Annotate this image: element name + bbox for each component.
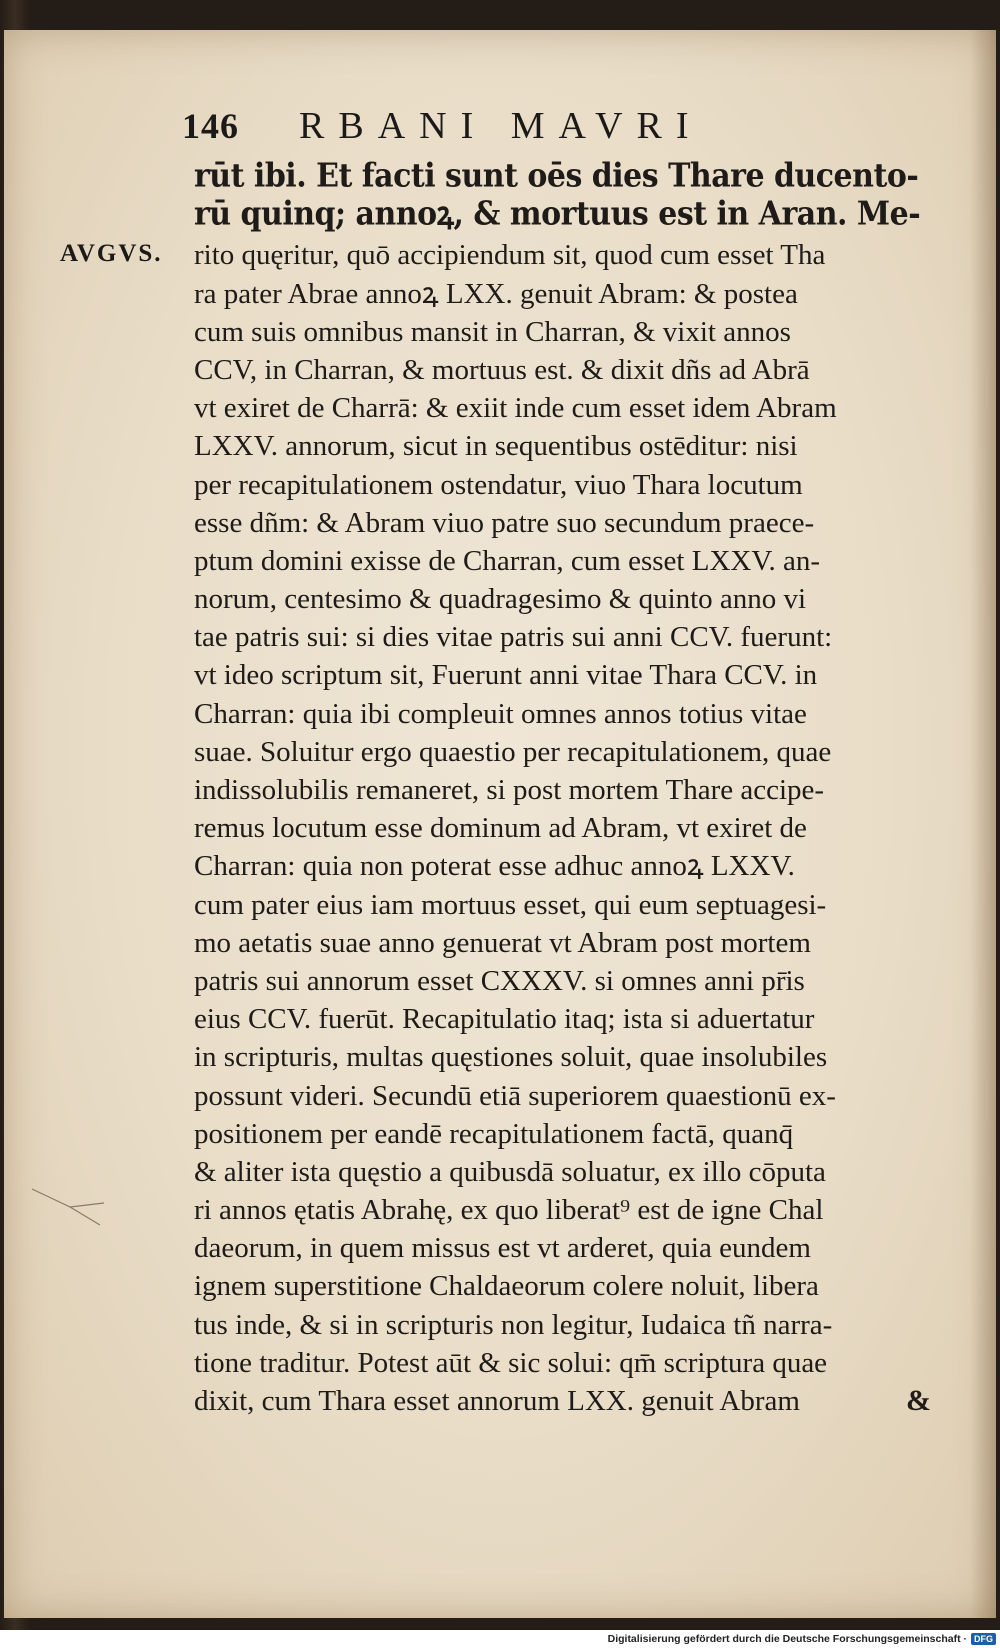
text-line: esse dñm: & Abram viuo patre suo secundum praece- xyxy=(194,506,815,539)
text-line: tione traditur. Potest aūt & sic solui: qm̄ scriptura quae xyxy=(194,1346,828,1379)
running-head xyxy=(182,104,802,154)
dfg-logo: DFG xyxy=(971,1633,996,1645)
text-line: ra pater Abrae annoꝝ LXX. genuit Abram: & postea xyxy=(194,277,798,310)
main-text-block xyxy=(194,158,924,1420)
text-line: CCV, in Charran, & mortuus est. & dixit dñs ad Abrā xyxy=(194,353,810,386)
text-line: tae patris sui: si dies vitae patris sui anni CCV. fuerunt: xyxy=(194,621,833,654)
text-line: mo aetatis suae anno genuerat vt Abram post mortem xyxy=(194,926,811,959)
funding-note: Digitalisierung gefördert durch die Deutsche Forschungsgemeinschaft · xyxy=(607,1633,967,1645)
text-line: dixit, cum Thara esset annorum LXX. genuit Abram xyxy=(194,1385,800,1417)
text-line: in scripturis, multas quęstiones soluit, quae insolubiles xyxy=(194,1041,828,1074)
text-line: possunt videri. Secundū etiā superiorem quaestionū ex- xyxy=(194,1079,836,1112)
running-title: RBANI MAVRI xyxy=(299,105,703,147)
text-line: daeorum, in quem missus est vt arderet, quia eundem xyxy=(194,1232,811,1265)
text-line: positionem per eandē recapitulationem factā, quanq̄ xyxy=(194,1117,794,1150)
text-line: remus locutum esse dominum ad Abram, vt exiret de xyxy=(194,812,807,845)
catchword: & xyxy=(906,1384,931,1417)
text-line: norum, centesimo & quadragesimo & quinto anno vi xyxy=(194,583,807,616)
text-line: ptum domini exisse de Charran, cum esset LXXV. an- xyxy=(194,544,821,577)
text-line: vt exiret de Charrā: & exiit inde cum esset idem Abram xyxy=(194,392,837,425)
text-line: cum pater eius iam mortuus esset, qui eum septuagesi- xyxy=(194,888,827,921)
margin-scratch-mark xyxy=(30,1185,105,1230)
text-line: cum suis omnibus mansit in Charran, & vixit annos xyxy=(194,315,791,348)
text-line: eius CCV. fuerūt. Recapitulatio itaq; ista si aduertatur xyxy=(194,1003,815,1036)
text-line: ri annos ętatis Abrahę, ex quo liberat⁹ est de igne Chal xyxy=(194,1194,824,1227)
footer-bar xyxy=(0,1630,1000,1648)
margin-note: AVGVS. xyxy=(60,240,163,267)
text-line: rito quęritur, quō accipiendum sit, quod cum esset Tha xyxy=(194,239,826,272)
text-line: patris sui annorum esset CXXXV. si omnes anni pr̄is xyxy=(194,964,805,997)
text-line: vt ideo scriptum sit, Fuerunt anni vitae Thara CCV. in xyxy=(194,659,818,692)
text-line: rū quinq; annoꝝ, & mortuus est in Aran. Me- xyxy=(194,195,921,234)
text-line: LXXV. annorum, sicut in sequentibus ostēditur: nisi xyxy=(194,430,798,463)
text-line: tus inde, & si in scripturis non legitur, Iudaica tñ narra- xyxy=(194,1308,833,1341)
text-line: rūt ibi. Et facti sunt oēs dies Thare ducento- xyxy=(194,157,919,196)
text-line: indissolubilis remaneret, si post mortem Thare accipe- xyxy=(194,774,825,806)
text-line: & aliter ista quęstio a quibusdā soluatur, ex illo cōputa xyxy=(194,1155,826,1188)
text-line: Charran: quia non poterat esse adhuc annoꝝ LXXV. xyxy=(194,850,795,883)
text-line: Charran: quia ibi compleuit omnes annos totius vitae xyxy=(194,697,807,730)
text-line: per recapitulationem ostendatur, viuo Thara locutum xyxy=(194,468,803,501)
text-line: suae. Soluitur ergo quaestio per recapitulationem, quae xyxy=(194,735,832,768)
text-line: ignem superstitione Chaldaeorum colere noluit, libera xyxy=(194,1270,819,1303)
page-number: 146 xyxy=(182,106,239,146)
